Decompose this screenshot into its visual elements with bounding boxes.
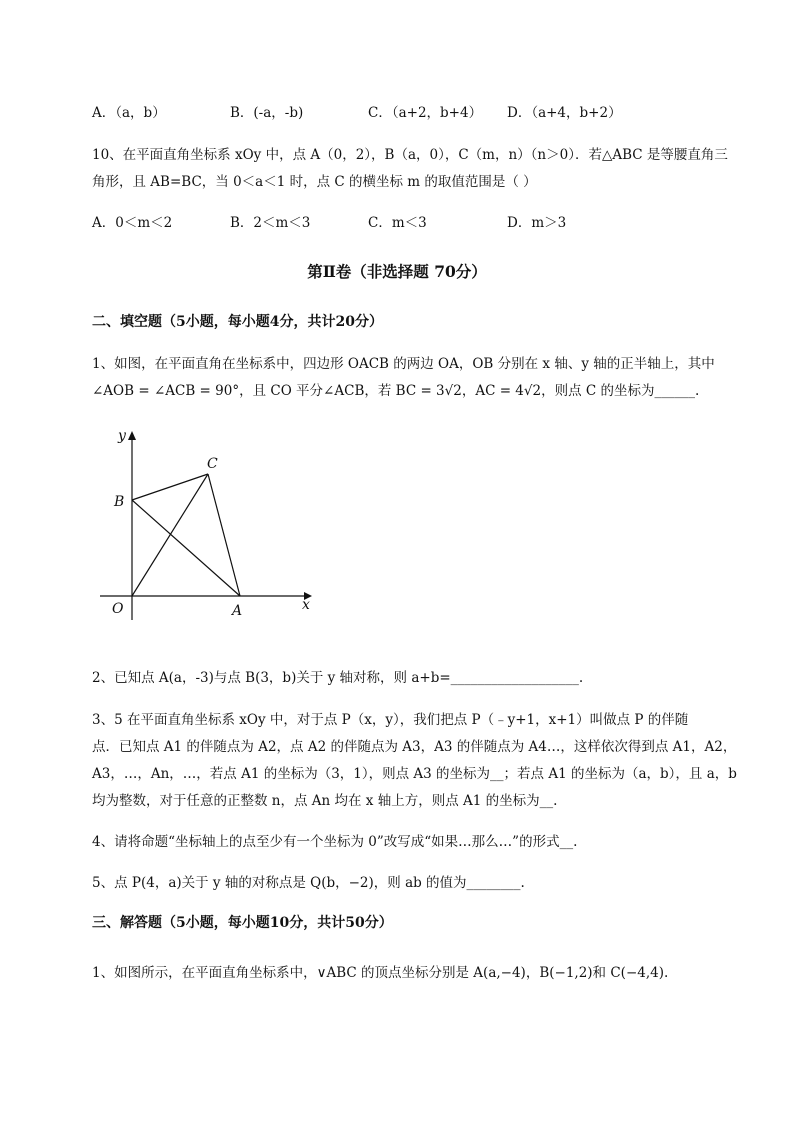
section2-heading: 二、填空题（5小题，每小题4分，共计20分） bbox=[92, 314, 383, 330]
label-y: y bbox=[118, 428, 126, 444]
q10-option-b: B．2＜m＜3 bbox=[230, 215, 311, 231]
section3-heading: 三、解答题（5小题，每小题10分，共计50分） bbox=[92, 915, 393, 931]
fill-q3-line3: A3，…，An，…，若点 A1 的坐标为（3，1），则点 A3 的坐标为__；若点 A1 的坐标为（a，b），且 a，b bbox=[92, 766, 737, 782]
q9-option-b: B．(-a，-b) bbox=[230, 105, 304, 121]
q10-option-d: D．m＞3 bbox=[507, 215, 567, 231]
fill-q1-line1: 1、如图，在平面直角在坐标系中，四边形 OACB 的两边 OA，OB 分别在 x 轴、y 轴的正半轴上，其中 bbox=[92, 356, 715, 372]
label-b: B bbox=[114, 494, 125, 510]
fill-q4: 4、请将命题“坐标轴上的点至少有一个坐标为 0”改写成“如果…那么…”的形式__. bbox=[92, 834, 578, 850]
segment-bc bbox=[132, 474, 208, 500]
q10-option-c: C．m＜3 bbox=[368, 215, 427, 231]
q10-text-line1: 10、在平面直角坐标系 xOy 中，点 A（0，2），B（a，0），C（m，n）（n＞0）．若△ABC 是等腰直角三 bbox=[92, 147, 728, 163]
segment-ca bbox=[208, 474, 240, 596]
y-axis-arrow bbox=[128, 431, 136, 440]
q10-text-line2: 角形，且 AB=BC，当 0＜a＜1 时，点 C 的横坐标 m 的取值范围是（ ） bbox=[92, 174, 537, 190]
solve-q1: 1、如图所示，在平面直角坐标系中，∨ABC 的顶点坐标分别是 A(a,−4)，B(−1,2)和 C(−4,4). bbox=[92, 965, 669, 981]
fill-q3-line1: 3、5 在平面直角坐标系 xOy 中，对于点 P（x，y），我们把点 P（﹣y+1，x+1）叫做点 P 的伴随 bbox=[92, 712, 689, 728]
label-a: A bbox=[232, 603, 243, 619]
fill-q5: 5、点 P(4，a)关于 y 轴的对称点是 Q(b，−2)，则 ab 的值为________. bbox=[92, 875, 525, 891]
fill-q3-line2: 点．已知点 A1 的伴随点为 A2，点 A2 的伴随点为 A3，A3 的伴随点为 A4…，这样依次得到点 A1，A2， bbox=[92, 739, 737, 755]
label-x: x bbox=[302, 597, 310, 613]
segment-ba bbox=[132, 500, 240, 596]
segment-oc bbox=[132, 474, 208, 596]
part2-title: 第Ⅱ卷（非选择题 70分） bbox=[307, 262, 487, 281]
label-c: C bbox=[207, 456, 218, 472]
q9-option-a: A．（a，b） bbox=[92, 105, 166, 121]
fill-q3-line4: 均为整数，对于任意的正整数 n，点 An 均在 x 轴上方，则点 A1 的坐标为__. bbox=[92, 793, 558, 809]
fill-q1-line2: ∠AOB = ∠ACB = 90°，且 CO 平分∠ACB，若 BC = 3√2，AC = 4√2，则点 C 的坐标为______. bbox=[92, 383, 700, 399]
quadrilateral-figure bbox=[92, 420, 332, 630]
q10-option-a: A．0＜m＜2 bbox=[92, 215, 173, 231]
q9-option-d: D．（a+4，b+2） bbox=[507, 105, 622, 121]
label-o: O bbox=[112, 601, 124, 617]
q9-option-c: C．（a+2，b+4） bbox=[368, 105, 483, 121]
fill-q2: 2、已知点 A(a，-3)与点 B(3，b)关于 y 轴对称，则 a+b=___________________. bbox=[92, 670, 584, 686]
